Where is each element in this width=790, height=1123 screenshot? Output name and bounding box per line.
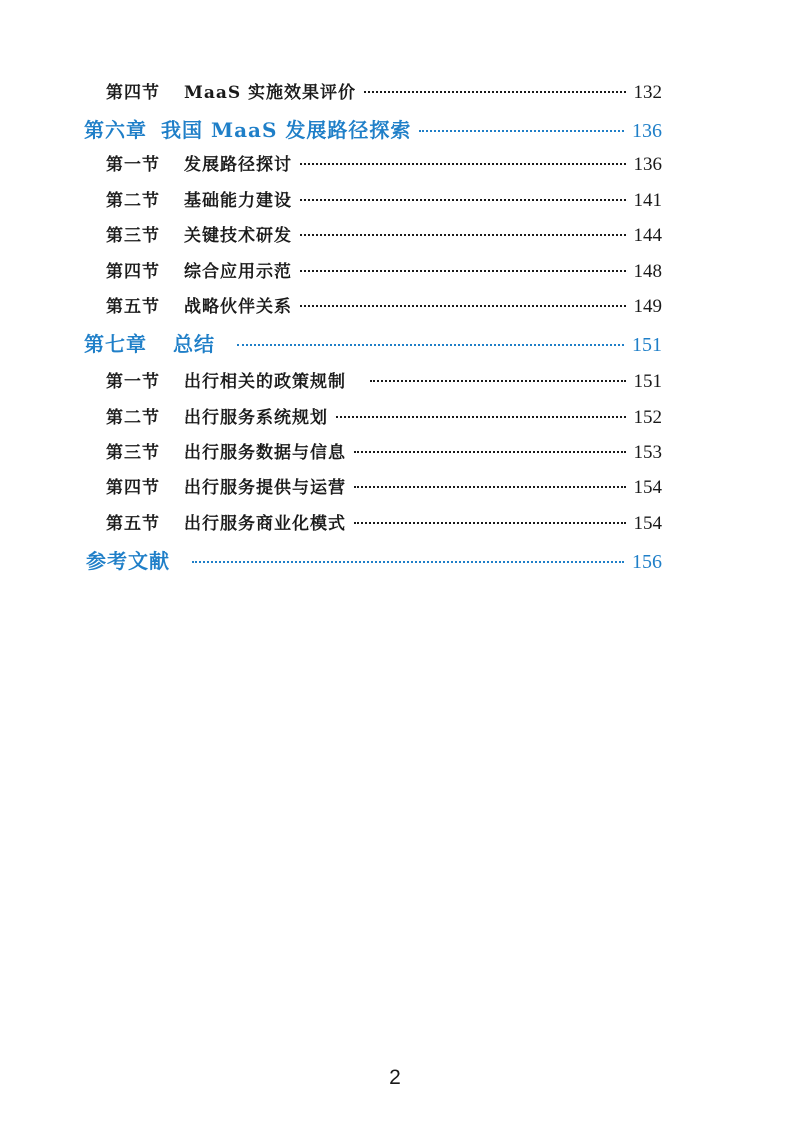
toc-entry-title: 我国 MaaS 发展路径探索 — [161, 118, 412, 142]
toc-entry-title: MaaS 实施效果评价 — [184, 83, 357, 103]
toc-entry-title: 关键技术研发 — [184, 226, 292, 246]
toc-entry-number: 第一节 — [106, 372, 160, 392]
dot-leader — [364, 91, 625, 93]
toc-entry-page: 136 — [632, 120, 662, 142]
dot-leader — [354, 486, 626, 488]
dot-leader — [354, 522, 626, 524]
toc-entry-page: 156 — [632, 551, 662, 573]
toc-entry-title: 出行相关的政策规制 — [184, 372, 346, 392]
toc-entry-section[interactable] — [106, 150, 662, 176]
toc-entry-references[interactable] — [86, 545, 662, 574]
toc-entry-page: 141 — [633, 190, 662, 211]
toc-entry-page: 148 — [633, 261, 662, 282]
toc-entry-section[interactable] — [106, 438, 662, 464]
toc-entry-section[interactable] — [106, 257, 662, 283]
toc-entry-title: 战略伙伴关系 — [184, 297, 292, 317]
dot-leader — [419, 130, 624, 132]
toc-entry-page: 151 — [633, 371, 662, 392]
toc-entry-number: 第五节 — [106, 297, 160, 317]
toc-entry-number: 第二节 — [106, 191, 160, 211]
toc-entry-title: 发展路径探讨 — [184, 155, 292, 175]
toc-entry-section[interactable] — [106, 78, 662, 104]
toc-entry-title: 基础能力建设 — [184, 191, 292, 211]
dot-leader — [300, 234, 626, 236]
toc-entry-section[interactable] — [106, 403, 662, 429]
toc-entry-page: 136 — [633, 154, 662, 175]
toc-entry-number: 第六章 — [84, 118, 147, 142]
toc-entry-title: 出行服务数据与信息 — [184, 443, 346, 463]
toc-entry-number: 第七章 — [84, 332, 147, 356]
dot-leader — [370, 380, 626, 382]
toc-entry-chapter[interactable] — [84, 328, 662, 357]
toc-entry-section[interactable] — [106, 186, 662, 212]
toc-entry-title: 出行服务系统规划 — [184, 408, 328, 428]
toc-entry-number: 第二节 — [106, 408, 160, 428]
dot-leader — [300, 270, 626, 272]
toc-entry-title: 出行服务商业化模式 — [184, 514, 346, 534]
dot-leader — [192, 561, 624, 563]
toc-entry-page: 154 — [633, 513, 662, 534]
toc-entry-chapter[interactable] — [84, 114, 662, 143]
page-number: 2 — [389, 1066, 401, 1089]
dot-leader — [300, 163, 626, 165]
toc-entry-section[interactable] — [106, 367, 662, 393]
toc-entry-page: 144 — [633, 225, 662, 246]
toc-entry-title: 出行服务提供与运营 — [184, 478, 346, 498]
toc-entry-title: 综合应用示范 — [184, 262, 292, 282]
toc-entry-number: 第四节 — [106, 478, 160, 498]
toc-entry-page: 154 — [633, 477, 662, 498]
toc-entry-number: 第四节 — [106, 83, 160, 103]
toc-entry-section[interactable] — [106, 473, 662, 499]
toc-entry-number: 参考文献 — [86, 549, 170, 573]
dot-leader — [300, 305, 626, 307]
toc-entry-number: 第三节 — [106, 226, 160, 246]
toc-entry-section[interactable] — [106, 221, 662, 247]
toc-entry-number: 第一节 — [106, 155, 160, 175]
dot-leader — [354, 451, 626, 453]
toc-entry-number: 第四节 — [106, 262, 160, 282]
toc-entry-page: 152 — [633, 407, 662, 428]
toc-entry-section[interactable] — [106, 292, 662, 318]
toc-entry-number: 第三节 — [106, 443, 160, 463]
dot-leader — [300, 199, 626, 201]
toc-entry-page: 151 — [632, 334, 662, 356]
toc-entry-number: 第五节 — [106, 514, 160, 534]
dot-leader — [336, 416, 626, 418]
toc-entry-section[interactable] — [106, 509, 662, 535]
dot-leader — [237, 344, 624, 346]
toc-entry-page: 153 — [633, 442, 662, 463]
toc-entry-page: 132 — [633, 82, 662, 103]
toc-entry-page: 149 — [633, 296, 662, 317]
toc-entry-title: 总结 — [173, 332, 215, 356]
